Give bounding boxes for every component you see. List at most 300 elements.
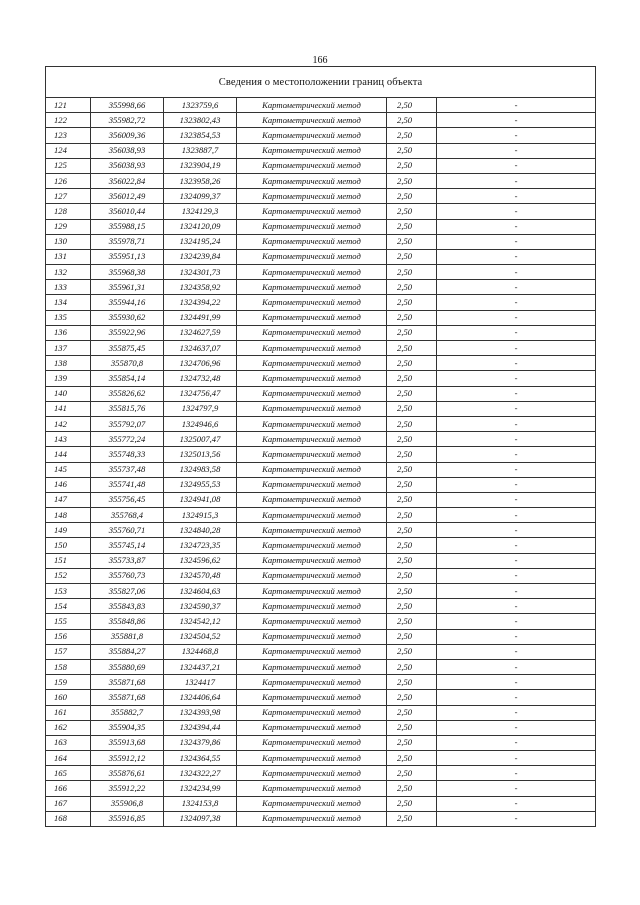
table-row [46, 720, 596, 735]
table-row [46, 766, 596, 781]
accuracy-cell: 2,50 [387, 796, 437, 811]
point-number-cell: 127 [46, 189, 91, 204]
description-cell: - [437, 219, 596, 234]
point-number-cell: 131 [46, 249, 91, 264]
description-cell: - [437, 781, 596, 796]
table-row [46, 416, 596, 431]
method-cell: Картометрический метод [237, 629, 387, 644]
point-number-cell: 153 [46, 584, 91, 599]
description-cell: - [437, 204, 596, 219]
description-cell: - [437, 234, 596, 249]
description-cell: - [437, 356, 596, 371]
coord-x-cell: 355961,31 [91, 280, 164, 295]
coord-y-cell: 1324955,53 [164, 477, 237, 492]
accuracy-cell: 2,50 [387, 416, 437, 431]
accuracy-cell: 2,50 [387, 113, 437, 128]
coord-x-cell: 355968,38 [91, 265, 164, 280]
description-cell: - [437, 189, 596, 204]
point-number-cell: 135 [46, 310, 91, 325]
coord-x-cell: 355944,16 [91, 295, 164, 310]
method-cell: Картометрический метод [237, 751, 387, 766]
accuracy-cell: 2,50 [387, 98, 437, 113]
coord-x-cell: 355760,71 [91, 523, 164, 538]
coord-y-cell: 1323759,6 [164, 98, 237, 113]
coord-x-cell: 355756,45 [91, 492, 164, 507]
method-cell: Картометрический метод [237, 356, 387, 371]
coord-y-cell: 1324394,22 [164, 295, 237, 310]
description-cell: - [437, 720, 596, 735]
accuracy-cell: 2,50 [387, 568, 437, 583]
table-row [46, 158, 596, 173]
description-cell: - [437, 128, 596, 143]
table-row [46, 614, 596, 629]
description-cell: - [437, 462, 596, 477]
coord-x-cell: 355843,83 [91, 599, 164, 614]
method-cell: Картометрический метод [237, 432, 387, 447]
accuracy-cell: 2,50 [387, 751, 437, 766]
coord-x-cell: 355951,13 [91, 249, 164, 264]
table-row [46, 538, 596, 553]
accuracy-cell: 2,50 [387, 523, 437, 538]
point-number-cell: 166 [46, 781, 91, 796]
method-cell: Картометрический метод [237, 113, 387, 128]
method-cell: Картометрический метод [237, 781, 387, 796]
coord-y-cell: 1324797,9 [164, 401, 237, 416]
method-cell: Картометрический метод [237, 173, 387, 188]
table-row [46, 508, 596, 523]
accuracy-cell: 2,50 [387, 371, 437, 386]
point-number-cell: 156 [46, 629, 91, 644]
coord-x-cell: 356009,36 [91, 128, 164, 143]
coord-y-cell: 1324570,48 [164, 568, 237, 583]
accuracy-cell: 2,50 [387, 811, 437, 826]
method-cell: Картометрический метод [237, 234, 387, 249]
coord-y-cell: 1324099,37 [164, 189, 237, 204]
table-row [46, 113, 596, 128]
accuracy-cell: 2,50 [387, 432, 437, 447]
coord-x-cell: 355998,66 [91, 98, 164, 113]
table-row [46, 644, 596, 659]
table-row [46, 781, 596, 796]
table-row [46, 690, 596, 705]
coord-y-cell: 1324358,92 [164, 280, 237, 295]
coord-y-cell: 1324706,96 [164, 356, 237, 371]
description-cell: - [437, 690, 596, 705]
coord-y-cell: 1324417 [164, 675, 237, 690]
accuracy-cell: 2,50 [387, 629, 437, 644]
coord-x-cell: 356038,93 [91, 143, 164, 158]
coord-x-cell: 355733,87 [91, 553, 164, 568]
coord-y-cell: 1324364,55 [164, 751, 237, 766]
accuracy-cell: 2,50 [387, 477, 437, 492]
coord-y-cell: 1324756,47 [164, 386, 237, 401]
table-row [46, 325, 596, 340]
accuracy-cell: 2,50 [387, 189, 437, 204]
description-cell: - [437, 371, 596, 386]
method-cell: Картометрический метод [237, 204, 387, 219]
table-row [46, 584, 596, 599]
coord-x-cell: 355826,62 [91, 386, 164, 401]
coord-y-cell: 1324723,35 [164, 538, 237, 553]
method-cell: Картометрический метод [237, 98, 387, 113]
accuracy-cell: 2,50 [387, 341, 437, 356]
coord-x-cell: 355882,7 [91, 705, 164, 720]
method-cell: Картометрический метод [237, 447, 387, 462]
method-cell: Картометрический метод [237, 401, 387, 416]
description-cell: - [437, 280, 596, 295]
point-number-cell: 147 [46, 492, 91, 507]
table-row [46, 310, 596, 325]
coord-x-cell: 355978,71 [91, 234, 164, 249]
table-row [46, 98, 596, 113]
coord-y-cell: 1324468,8 [164, 644, 237, 659]
accuracy-cell: 2,50 [387, 599, 437, 614]
table-row [46, 189, 596, 204]
accuracy-cell: 2,50 [387, 690, 437, 705]
method-cell: Картометрический метод [237, 280, 387, 295]
description-cell: - [437, 811, 596, 826]
description-cell: - [437, 675, 596, 690]
point-number-cell: 142 [46, 416, 91, 431]
point-number-cell: 141 [46, 401, 91, 416]
accuracy-cell: 2,50 [387, 614, 437, 629]
accuracy-cell: 2,50 [387, 659, 437, 674]
coord-y-cell: 1324504,52 [164, 629, 237, 644]
method-cell: Картометрический метод [237, 659, 387, 674]
table-row [46, 659, 596, 674]
coord-y-cell: 1324596,62 [164, 553, 237, 568]
method-cell: Картометрический метод [237, 568, 387, 583]
method-cell: Картометрический метод [237, 128, 387, 143]
coord-y-cell: 1324301,73 [164, 265, 237, 280]
coord-y-cell: 1323854,53 [164, 128, 237, 143]
point-number-cell: 163 [46, 735, 91, 750]
coord-x-cell: 355815,76 [91, 401, 164, 416]
accuracy-cell: 2,50 [387, 538, 437, 553]
method-cell: Картометрический метод [237, 158, 387, 173]
table-row [46, 568, 596, 583]
table-row [46, 249, 596, 264]
table-row [46, 234, 596, 249]
coord-y-cell: 1324983,58 [164, 462, 237, 477]
coord-y-cell: 1324406,64 [164, 690, 237, 705]
coord-x-cell: 355772,24 [91, 432, 164, 447]
accuracy-cell: 2,50 [387, 158, 437, 173]
description-cell: - [437, 310, 596, 325]
method-cell: Картометрический метод [237, 416, 387, 431]
method-cell: Картометрический метод [237, 492, 387, 507]
coord-y-cell: 1324394,44 [164, 720, 237, 735]
method-cell: Картометрический метод [237, 386, 387, 401]
coord-x-cell: 355912,22 [91, 781, 164, 796]
table-row [46, 204, 596, 219]
description-cell: - [437, 113, 596, 128]
table-row [46, 295, 596, 310]
point-number-cell: 162 [46, 720, 91, 735]
coord-x-cell: 355884,27 [91, 644, 164, 659]
point-number-cell: 137 [46, 341, 91, 356]
accuracy-cell: 2,50 [387, 356, 437, 371]
coord-x-cell: 355741,48 [91, 477, 164, 492]
coord-y-cell: 1324840,28 [164, 523, 237, 538]
table-row [46, 386, 596, 401]
description-cell: - [437, 614, 596, 629]
coord-y-cell: 1324941,08 [164, 492, 237, 507]
table-row [46, 599, 596, 614]
coord-x-cell: 356038,93 [91, 158, 164, 173]
description-cell: - [437, 295, 596, 310]
method-cell: Картометрический метод [237, 720, 387, 735]
description-cell: - [437, 432, 596, 447]
table-row [46, 811, 596, 826]
coord-y-cell: 1325013,56 [164, 447, 237, 462]
method-cell: Картометрический метод [237, 796, 387, 811]
method-cell: Картометрический метод [237, 265, 387, 280]
boundary-coordinates-table [45, 66, 596, 827]
point-number-cell: 148 [46, 508, 91, 523]
coord-x-cell: 355854,14 [91, 371, 164, 386]
table-row [46, 462, 596, 477]
coord-y-cell: 1324437,21 [164, 659, 237, 674]
point-number-cell: 122 [46, 113, 91, 128]
table-row [46, 371, 596, 386]
point-number-cell: 136 [46, 325, 91, 340]
table-body [46, 98, 596, 827]
table-row [46, 341, 596, 356]
table-row [46, 477, 596, 492]
description-cell: - [437, 477, 596, 492]
table-title: Сведения о местоположении границ объекта [46, 67, 596, 98]
coord-y-cell: 1323887,7 [164, 143, 237, 158]
point-number-cell: 155 [46, 614, 91, 629]
coord-y-cell: 1324239,84 [164, 249, 237, 264]
method-cell: Картометрический метод [237, 614, 387, 629]
description-cell: - [437, 158, 596, 173]
accuracy-cell: 2,50 [387, 265, 437, 280]
method-cell: Картометрический метод [237, 341, 387, 356]
description-cell: - [437, 492, 596, 507]
method-cell: Картометрический метод [237, 310, 387, 325]
coord-x-cell: 355748,33 [91, 447, 164, 462]
point-number-cell: 130 [46, 234, 91, 249]
accuracy-cell: 2,50 [387, 508, 437, 523]
accuracy-cell: 2,50 [387, 249, 437, 264]
description-cell: - [437, 265, 596, 280]
table-row [46, 705, 596, 720]
coord-x-cell: 355827,06 [91, 584, 164, 599]
point-number-cell: 123 [46, 128, 91, 143]
method-cell: Картометрический метод [237, 477, 387, 492]
accuracy-cell: 2,50 [387, 234, 437, 249]
accuracy-cell: 2,50 [387, 386, 437, 401]
description-cell: - [437, 249, 596, 264]
coord-x-cell: 355870,8 [91, 356, 164, 371]
description-cell: - [437, 735, 596, 750]
coord-x-cell: 355792,07 [91, 416, 164, 431]
method-cell: Картометрический метод [237, 584, 387, 599]
accuracy-cell: 2,50 [387, 295, 437, 310]
description-cell: - [437, 523, 596, 538]
coord-y-cell: 1324097,38 [164, 811, 237, 826]
point-number-cell: 129 [46, 219, 91, 234]
coord-x-cell: 355848,86 [91, 614, 164, 629]
point-number-cell: 158 [46, 659, 91, 674]
coord-y-cell: 1324915,3 [164, 508, 237, 523]
table-row [46, 751, 596, 766]
coord-x-cell: 355930,62 [91, 310, 164, 325]
description-cell: - [437, 401, 596, 416]
method-cell: Картометрический метод [237, 143, 387, 158]
table-row [46, 629, 596, 644]
accuracy-cell: 2,50 [387, 766, 437, 781]
description-cell: - [437, 508, 596, 523]
method-cell: Картометрический метод [237, 766, 387, 781]
coord-x-cell: 355760,73 [91, 568, 164, 583]
coord-y-cell: 1323904,19 [164, 158, 237, 173]
point-number-cell: 167 [46, 796, 91, 811]
coord-x-cell: 355745,14 [91, 538, 164, 553]
point-number-cell: 160 [46, 690, 91, 705]
point-number-cell: 161 [46, 705, 91, 720]
method-cell: Картометрический метод [237, 675, 387, 690]
method-cell: Картометрический метод [237, 599, 387, 614]
point-number-cell: 144 [46, 447, 91, 462]
description-cell: - [437, 796, 596, 811]
method-cell: Картометрический метод [237, 295, 387, 310]
description-cell: - [437, 659, 596, 674]
coord-y-cell: 1324393,98 [164, 705, 237, 720]
accuracy-cell: 2,50 [387, 781, 437, 796]
table-row [46, 280, 596, 295]
point-number-cell: 164 [46, 751, 91, 766]
coord-x-cell: 355875,45 [91, 341, 164, 356]
accuracy-cell: 2,50 [387, 720, 437, 735]
coord-x-cell: 355737,48 [91, 462, 164, 477]
method-cell: Картометрический метод [237, 371, 387, 386]
coord-x-cell: 355904,35 [91, 720, 164, 735]
method-cell: Картометрический метод [237, 538, 387, 553]
table-row [46, 675, 596, 690]
point-number-cell: 126 [46, 173, 91, 188]
coord-x-cell: 355982,72 [91, 113, 164, 128]
page-number: 166 [312, 55, 328, 66]
table-row [46, 432, 596, 447]
accuracy-cell: 2,50 [387, 204, 437, 219]
description-cell: - [437, 341, 596, 356]
coord-y-cell: 1324120,09 [164, 219, 237, 234]
coord-y-cell: 1324627,59 [164, 325, 237, 340]
point-number-cell: 146 [46, 477, 91, 492]
point-number-cell: 151 [46, 553, 91, 568]
table-row [46, 219, 596, 234]
accuracy-cell: 2,50 [387, 675, 437, 690]
table-row [46, 356, 596, 371]
coord-x-cell: 355871,68 [91, 675, 164, 690]
accuracy-cell: 2,50 [387, 128, 437, 143]
description-cell: - [437, 766, 596, 781]
method-cell: Картометрический метод [237, 811, 387, 826]
point-number-cell: 121 [46, 98, 91, 113]
method-cell: Картометрический метод [237, 523, 387, 538]
accuracy-cell: 2,50 [387, 280, 437, 295]
coord-x-cell: 355916,85 [91, 811, 164, 826]
table-row [46, 523, 596, 538]
point-number-cell: 128 [46, 204, 91, 219]
method-cell: Картометрический метод [237, 553, 387, 568]
accuracy-cell: 2,50 [387, 173, 437, 188]
description-cell: - [437, 705, 596, 720]
coord-x-cell: 356022,84 [91, 173, 164, 188]
coord-y-cell: 1324195,24 [164, 234, 237, 249]
accuracy-cell: 2,50 [387, 492, 437, 507]
point-number-cell: 168 [46, 811, 91, 826]
accuracy-cell: 2,50 [387, 584, 437, 599]
description-cell: - [437, 143, 596, 158]
method-cell: Картометрический метод [237, 462, 387, 477]
coord-y-cell: 1324129,3 [164, 204, 237, 219]
method-cell: Картометрический метод [237, 249, 387, 264]
accuracy-cell: 2,50 [387, 447, 437, 462]
table-row [46, 265, 596, 280]
description-cell: - [437, 173, 596, 188]
method-cell: Картометрический метод [237, 705, 387, 720]
coord-y-cell: 1324379,86 [164, 735, 237, 750]
description-cell: - [437, 751, 596, 766]
coord-x-cell: 355913,68 [91, 735, 164, 750]
point-number-cell: 154 [46, 599, 91, 614]
coord-y-cell: 1324732,48 [164, 371, 237, 386]
accuracy-cell: 2,50 [387, 143, 437, 158]
description-cell: - [437, 568, 596, 583]
description-cell: - [437, 386, 596, 401]
coord-y-cell: 1323802,43 [164, 113, 237, 128]
description-cell: - [437, 629, 596, 644]
method-cell: Картометрический метод [237, 325, 387, 340]
table-row [46, 492, 596, 507]
point-number-cell: 133 [46, 280, 91, 295]
coord-x-cell: 356012,49 [91, 189, 164, 204]
coord-x-cell: 356010,44 [91, 204, 164, 219]
point-number-cell: 132 [46, 265, 91, 280]
coord-y-cell: 1324153,8 [164, 796, 237, 811]
description-cell: - [437, 325, 596, 340]
coord-x-cell: 355768,4 [91, 508, 164, 523]
accuracy-cell: 2,50 [387, 644, 437, 659]
point-number-cell: 145 [46, 462, 91, 477]
accuracy-cell: 2,50 [387, 735, 437, 750]
coord-y-cell: 1324604,63 [164, 584, 237, 599]
accuracy-cell: 2,50 [387, 705, 437, 720]
table-title-row [46, 67, 596, 98]
coord-y-cell: 1324637,07 [164, 341, 237, 356]
coord-x-cell: 355988,15 [91, 219, 164, 234]
method-cell: Картометрический метод [237, 189, 387, 204]
table-row [46, 173, 596, 188]
point-number-cell: 165 [46, 766, 91, 781]
point-number-cell: 157 [46, 644, 91, 659]
accuracy-cell: 2,50 [387, 310, 437, 325]
description-cell: - [437, 416, 596, 431]
coord-y-cell: 1324491,99 [164, 310, 237, 325]
description-cell: - [437, 553, 596, 568]
table-row [46, 796, 596, 811]
description-cell: - [437, 98, 596, 113]
point-number-cell: 140 [46, 386, 91, 401]
coord-x-cell: 355876,61 [91, 766, 164, 781]
coord-x-cell: 355880,69 [91, 659, 164, 674]
point-number-cell: 125 [46, 158, 91, 173]
point-number-cell: 150 [46, 538, 91, 553]
